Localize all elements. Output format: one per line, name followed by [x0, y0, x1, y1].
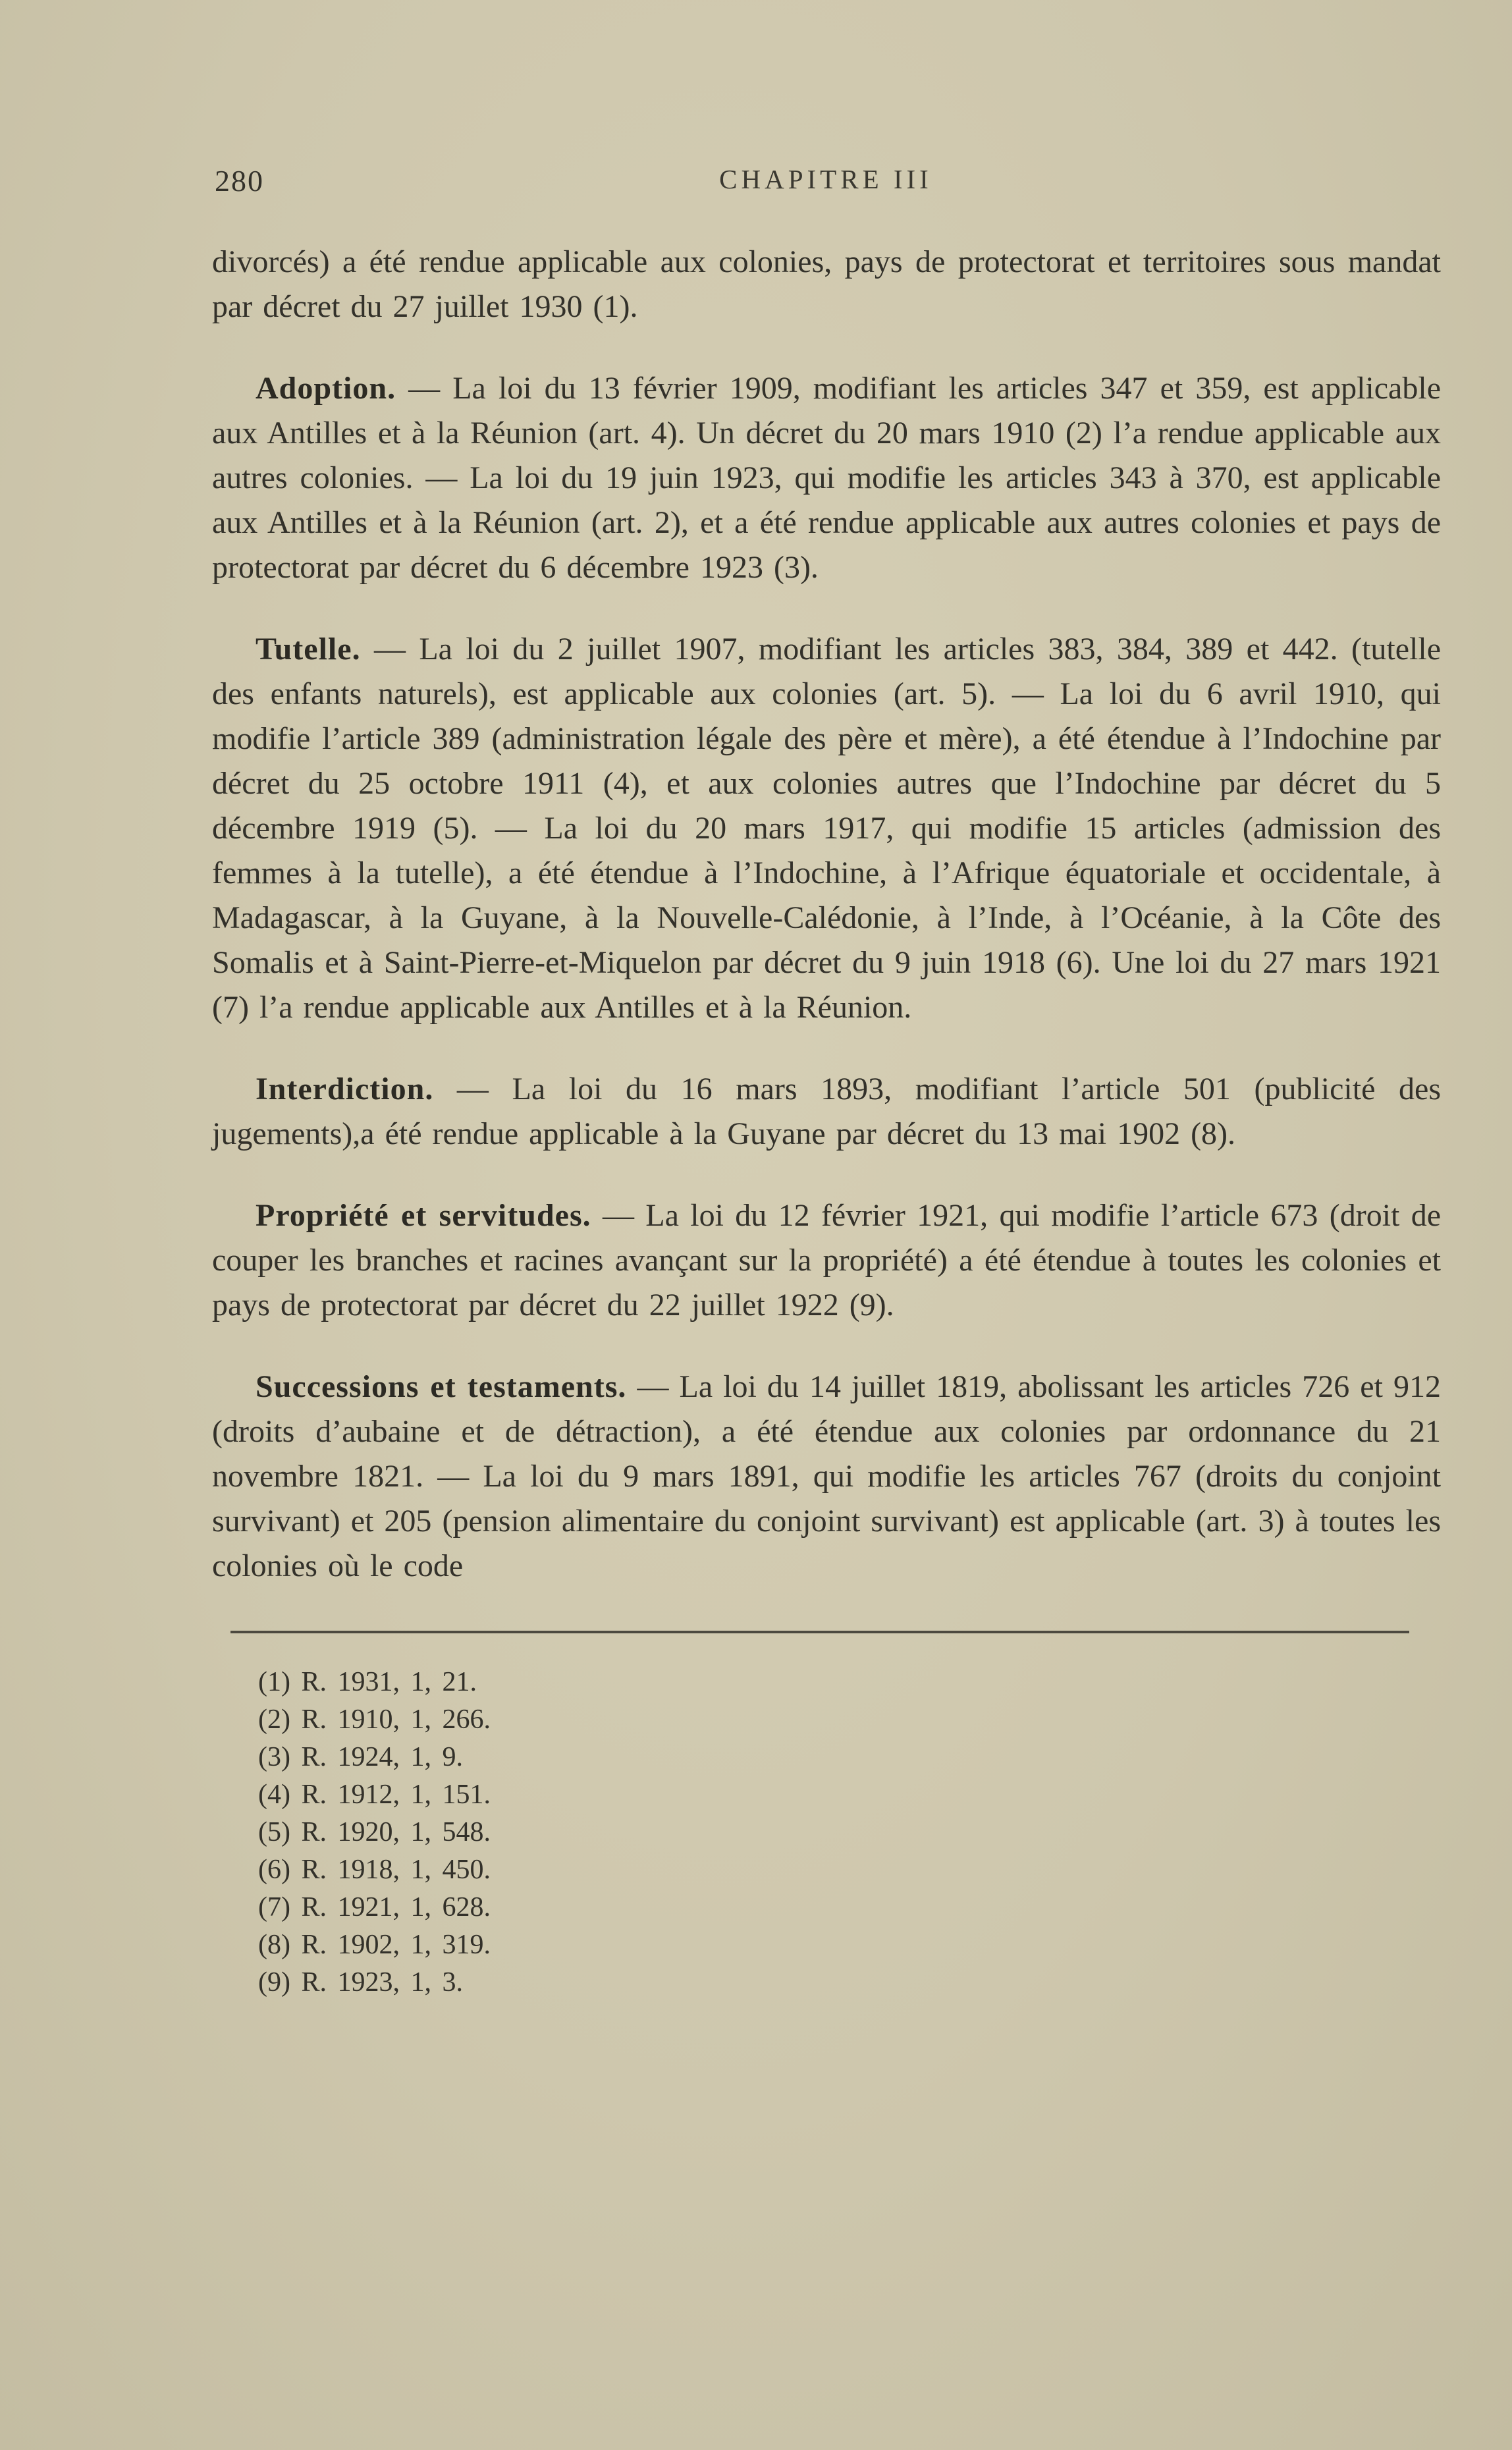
text-block: [212, 240, 1441, 1589]
paragraph-lead: Successions et testaments.: [256, 1369, 627, 1404]
paragraph-adoption: [212, 366, 1441, 590]
paragraph-text: — La loi du 12 février 1921, qui modifie l’article 673 (droit de couper les branches et racines avançant sur la propriété) a été étendue à toutes les colonies et pays de protectorat par décret du 22 juillet 1922 (9).: [212, 1198, 1442, 1322]
paragraph-text: — La loi du 16 mars 1893, modifiant l’article 501 (publicité des jugements),a été rendue applicable à la Guyane par décret du 13 mai 1902 (8).: [212, 1072, 1441, 1151]
footnote-line: (5) R. 1920, 1, 548.: [258, 1817, 491, 1847]
page-number: 280: [215, 164, 264, 198]
footnote-line: (2) R. 1910, 1, 266.: [258, 1704, 491, 1735]
running-title: CHAPITRE III: [719, 164, 932, 194]
page-header: [212, 163, 1440, 200]
footnote-line: (8) R. 1902, 1, 319.: [258, 1930, 491, 1960]
footnote-line: (1) R. 1931, 1, 21.: [258, 1667, 477, 1697]
paragraph-continuation: [212, 240, 1441, 329]
footnote-line: (4) R. 1912, 1, 151.: [258, 1780, 491, 1810]
footnote-rule: [230, 1631, 1409, 1633]
footnotes-block: [258, 1664, 1440, 2001]
paragraph-text: — La loi du 14 juillet 1819, abolissant les articles 726 et 912 (droits d’aubaine et de détraction), a été étendue aux colonies par ordonnance du 21 novembre 1821. — La loi du 9 mars 1891, qui modifie les articles 767 (droits du conjoint survivant) et 205 (pension alimentaire du conjoint survivant) est applicable (art. 3) à toutes les colonies où le code: [212, 1369, 1441, 1583]
paragraph-propriete: [212, 1193, 1441, 1328]
paragraph-text: — La loi du 2 juillet 1907, modifiant les articles 383, 384, 389 et 442. (tutelle des enfants naturels), est applicable aux colonies (art. 5). — La loi du 6 avril 1910, qui modifie l’article 389 (administration légale des père et mère), a été étendue à l’Indochine par décret du 25 octobre 1911 (4), et aux colonies autres que l’Indochine par décret du 5 décembre 1919 (5). — La loi du 20 mars 1917, qui modifie 15 articles (admission des femmes à la tutelle), a été étendue à l’Indochine, à l’Afrique équatoriale et occidentale, à Madagascar, à la Guyane, à la Nouvelle-Calédonie, à l’Inde, à l’Océanie, à la Côte des Somalis et à Saint-Pierre-et-Miquelon par décret du 9 juin 1918 (6). Une loi du 27 mars 1921 (7) l’a rendue applicable aux Antilles et à la Réunion.: [212, 632, 1441, 1025]
paragraph-lead: Interdiction.: [256, 1072, 434, 1106]
paragraph-lead: Propriété et servitudes.: [256, 1198, 591, 1233]
paragraph-successions: [212, 1365, 1441, 1589]
paragraph-tutelle: [212, 627, 1441, 1030]
paragraph-lead: Adoption.: [256, 371, 396, 406]
footnote-line: (3) R. 1924, 1, 9.: [258, 1742, 463, 1772]
footnote-line: (9) R. 1923, 1, 3.: [258, 1967, 463, 1998]
paragraph-interdiction: [212, 1067, 1441, 1157]
footnote-line: (7) R. 1921, 1, 628.: [258, 1892, 491, 1922]
paragraph-text: divorcés) a été rendue applicable aux colonies, pays de protectorat et territoires sous mandat par décret du 27 juillet 1930 (1).: [212, 244, 1441, 324]
paragraph-lead: Tutelle.: [256, 632, 361, 667]
paragraph-text: — La loi du 13 février 1909, modifiant les articles 347 et 359, est applicable aux Antilles et à la Réunion (art. 4). Un décret du 20 mars 1910 (2) l’a rendue applicable aux autres colonies. — La loi du 19 juin 1923, qui modifie les articles 343 à 370, est applicable aux Antilles et à la Réunion (art. 2), et a été rendue applicable aux autres colonies et pays de protectorat par décret du 6 décembre 1923 (3).: [212, 371, 1441, 585]
footnote-line: (6) R. 1918, 1, 450.: [258, 1855, 491, 1885]
